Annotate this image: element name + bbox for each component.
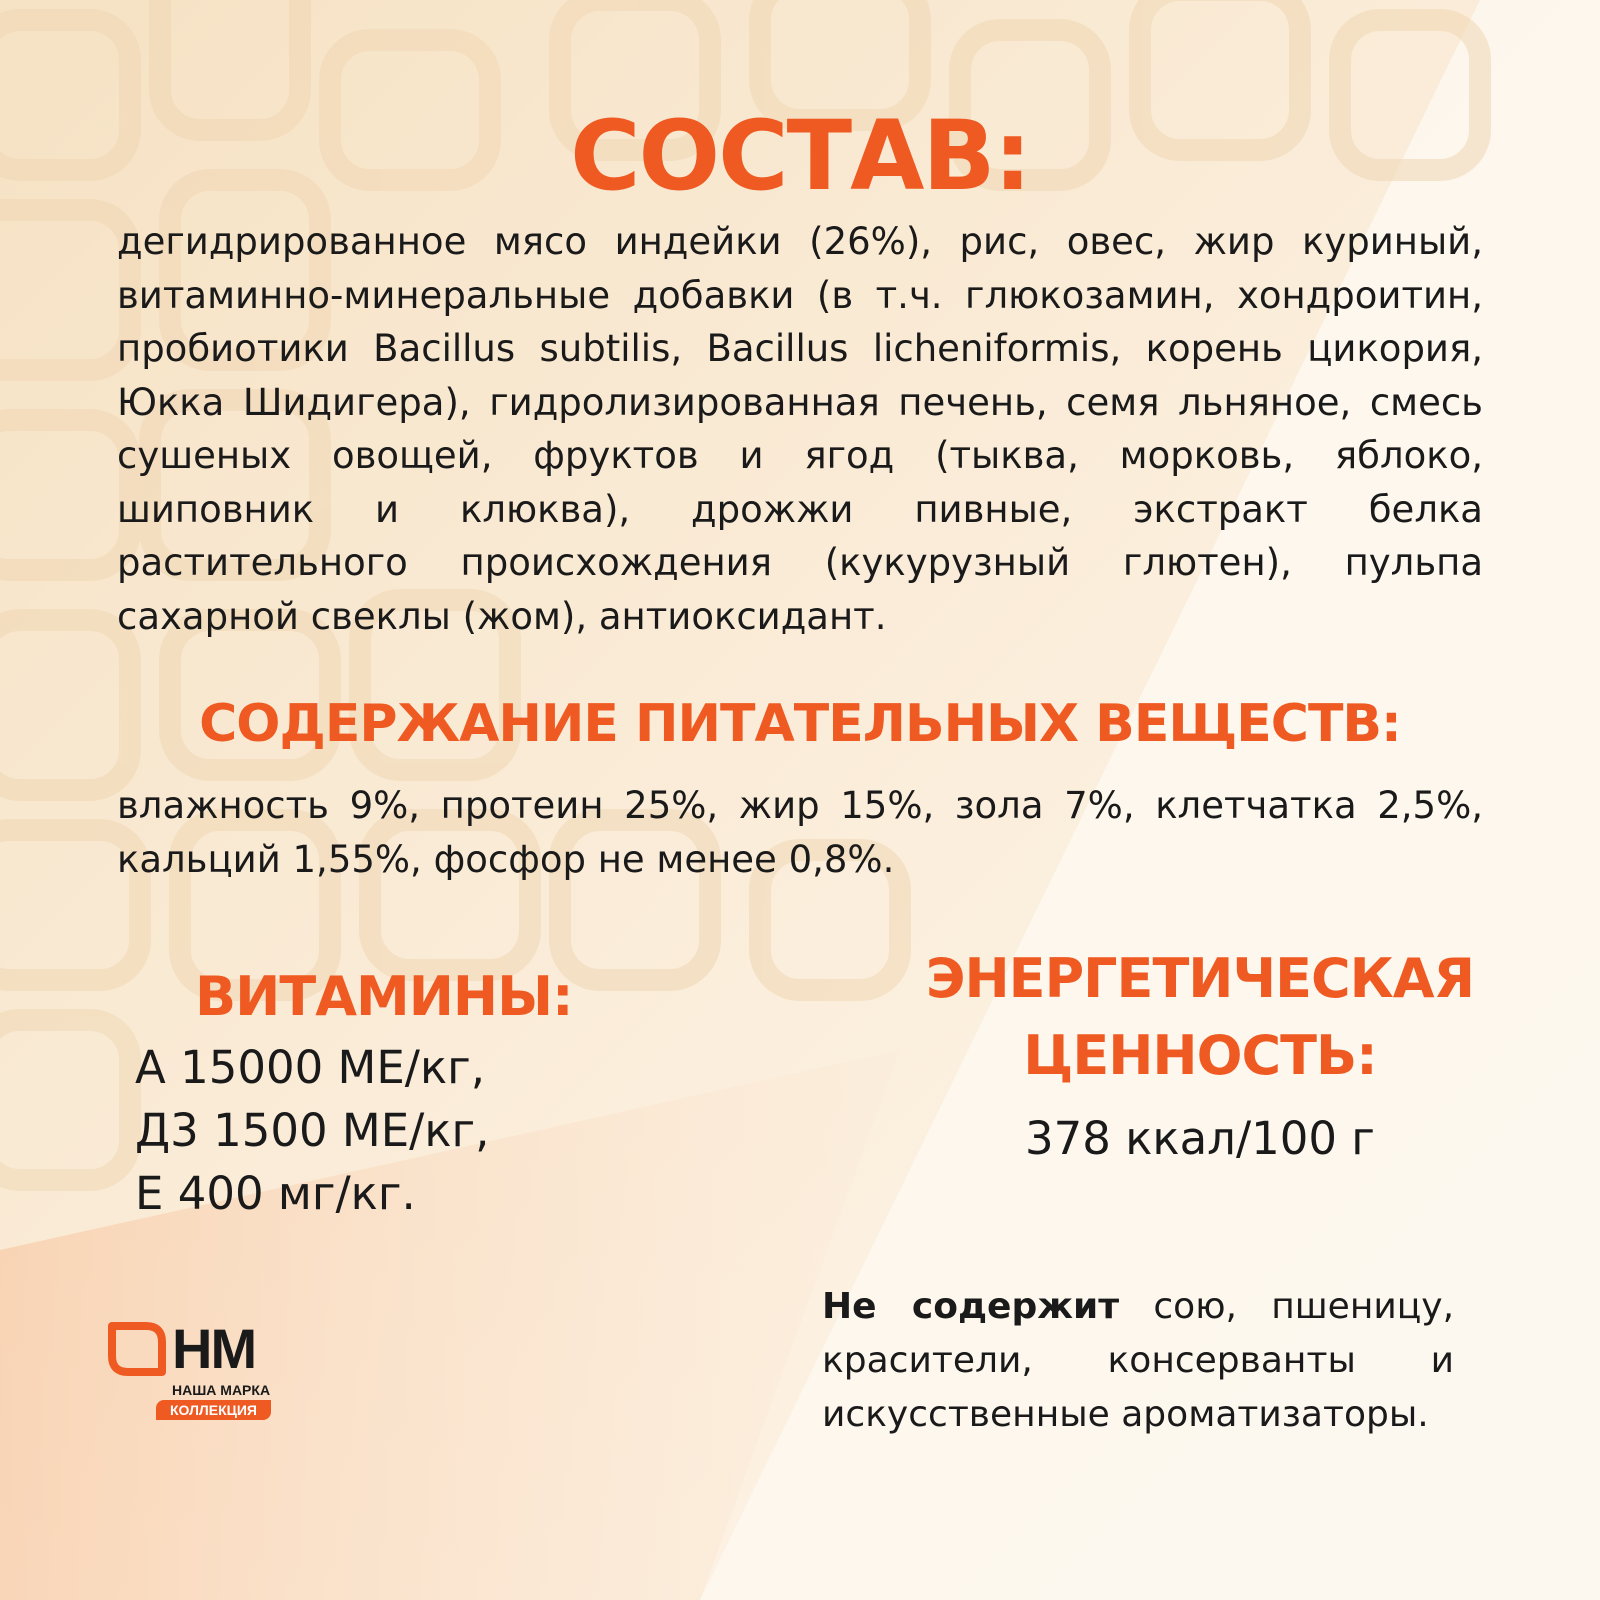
composition-text: дегидрированное мясо индейки (26%), рис, овес, жир куриный, витаминно-минеральные добавки (в т.ч. глюкозамин, хондроитин, пробиотики Bacillus subtilis, Bacillus licheniformis, корень цикория, Юкка Шидигера), гидролизированная печень, семя льняное, смесь сушеных овощей, фруктов и ягод (тыква, морковь, яблоко, шиповник и клюква), дрожжи пивные, экстракт белка растительного происхождения (кукурузный глютен), пульпа сахарной свеклы (жом), антиоксидант. [117, 220, 1483, 638]
energy-heading-line1: ЭНЕРГЕТИЧЕСКАЯ [925, 947, 1475, 1010]
vitamin-item: А 15000 МЕ/кг, [135, 1041, 486, 1094]
free-from-text: сою, пшеницу, красители, консерванты и искусственные ароматизаторы. [822, 1286, 1455, 1435]
free-from-bold: Не содержит [822, 1286, 1120, 1327]
vitamin-item: Д3 1500 МЕ/кг, [135, 1104, 490, 1157]
nutrients-text: влажность 9%, протеин 25%, жир 15%, зола 7%, клетчатка 2,5%, кальций 1,55%, фосфор не менее 0,8%. [117, 784, 1483, 881]
energy-heading-line2: ЦЕННОСТЬ: [1023, 1024, 1377, 1087]
composition-heading: СОСТАВ: [570, 100, 1030, 212]
logo-letters: НМ [172, 1317, 256, 1380]
vitamins-list [135, 1036, 489, 1225]
energy-value: 378 ккал/100 г [1025, 1112, 1375, 1165]
nutrients-heading: СОДЕРЖАНИЕ ПИТАТЕЛЬНЫХ ВЕЩЕСТВ: [199, 694, 1401, 754]
vitamin-item: Е 400 мг/кг. [135, 1167, 416, 1220]
logo-brand-name: НАША МАРКА [172, 1382, 271, 1398]
logo-collection-badge: КОЛЛЕКЦИЯ [156, 1400, 271, 1420]
free-from-note [822, 1280, 1454, 1442]
energy-heading [880, 940, 1520, 1094]
leaf-icon [106, 1320, 168, 1378]
brand-logo [106, 1317, 306, 1424]
vitamins-heading: ВИТАМИНЫ: [195, 965, 573, 1028]
